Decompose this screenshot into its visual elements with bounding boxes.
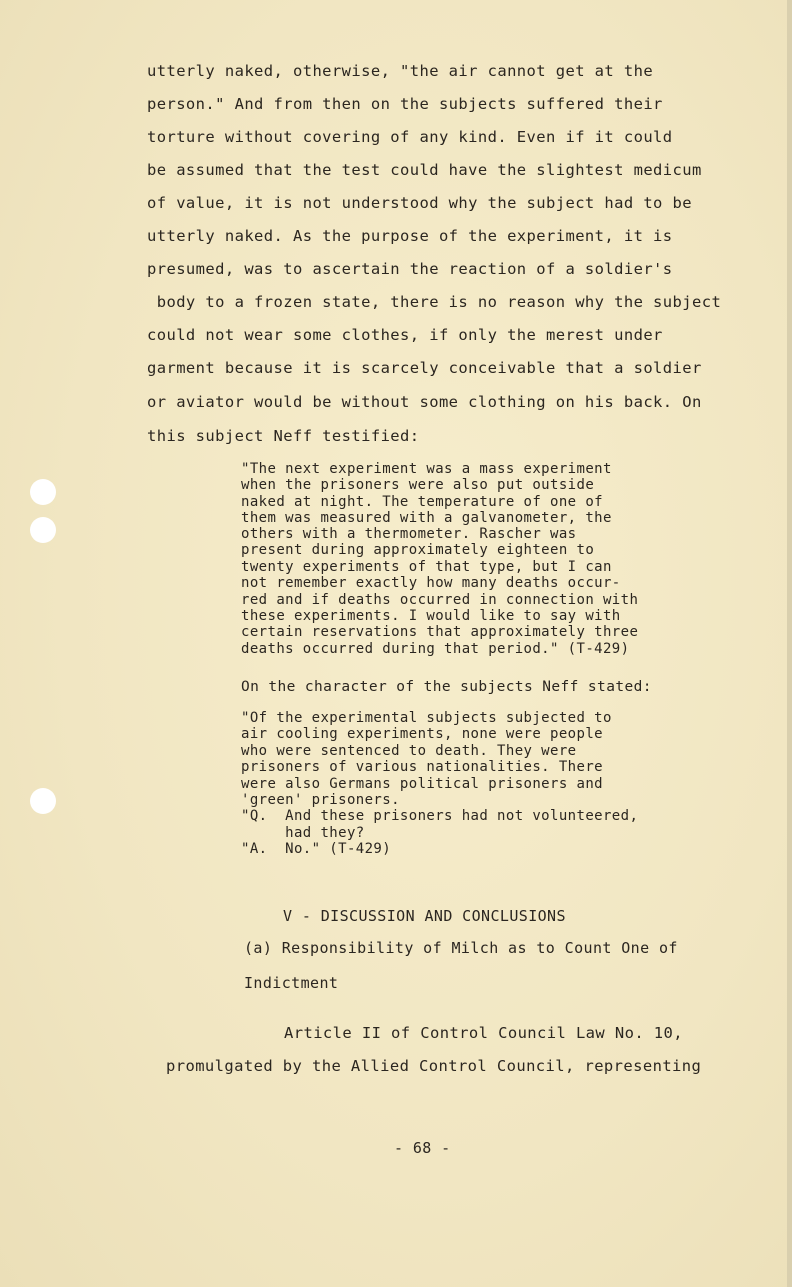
quote-line: who were sentenced to death. They were xyxy=(241,743,577,759)
paragraph-line: body to a frozen state, there is no reason why the subject xyxy=(147,293,722,311)
paragraph-line: this subject Neff testified: xyxy=(147,427,420,445)
page-edge xyxy=(787,0,792,1287)
paragraph-line: be assumed that the test could have the slightest medicum xyxy=(147,161,702,179)
quote-line: 'green' prisoners. xyxy=(241,792,400,808)
paragraph-line: garment because it is scarcely conceivable that a soldier xyxy=(147,359,702,377)
quote-line: had they? xyxy=(241,825,365,841)
quote-line: deaths occurred during that period." (T-429) xyxy=(241,641,630,657)
punch-hole xyxy=(30,479,56,505)
quote-line: "A. No." (T-429) xyxy=(241,841,392,857)
intro-line: On the character of the subjects Neff stated: xyxy=(241,679,652,695)
paragraph-line: or aviator would be without some clothing on his back. On xyxy=(147,393,702,411)
quote-line: not remember exactly how many deaths occur- xyxy=(241,575,621,591)
quote-line: naked at night. The temperature of one of xyxy=(241,494,603,510)
quote-line: red and if deaths occurred in connection with xyxy=(241,592,639,608)
paragraph-line: person." And from then on the subjects suffered their xyxy=(147,95,663,113)
quote-line: others with a thermometer. Rascher was xyxy=(241,526,577,542)
paragraph-line: could not wear some clothes, if only the merest under xyxy=(147,326,663,344)
quote-line: "Q. And these prisoners had not volunteered, xyxy=(241,808,639,824)
quote-line: air cooling experiments, none were people xyxy=(241,726,603,742)
article-line: promulgated by the Allied Control Council, representing xyxy=(166,1057,702,1075)
quote-line: "Of the experimental subjects subjected to xyxy=(241,710,612,726)
paragraph-line: utterly naked, otherwise, "the air cannot get at the xyxy=(147,62,654,80)
quote-line: certain reservations that approximately three xyxy=(241,624,639,640)
quote-line: when the prisoners were also put outside xyxy=(241,477,595,493)
subsection-heading: (a) Responsibility of Milch as to Count One of xyxy=(244,939,678,957)
quote-line: present during approximately eighteen to xyxy=(241,542,595,558)
quote-line: twenty experiments of that type, but I can xyxy=(241,559,612,575)
punch-hole xyxy=(30,517,56,543)
punch-hole xyxy=(30,788,56,814)
page-number: - 68 - xyxy=(394,1139,451,1157)
subsection-heading-cont: Indictment xyxy=(244,974,339,992)
paragraph-line: presumed, was to ascertain the reaction of a soldier's xyxy=(147,260,673,278)
section-heading: V - DISCUSSION AND CONCLUSIONS xyxy=(283,907,566,925)
article-line: Article II of Control Council Law No. 10, xyxy=(284,1024,684,1042)
quote-line: them was measured with a galvanometer, the xyxy=(241,510,612,526)
paragraph-line: utterly naked. As the purpose of the experiment, it is xyxy=(147,227,673,245)
quote-line: these experiments. I would like to say with xyxy=(241,608,621,624)
quote-line: "The next experiment was a mass experiment xyxy=(241,461,612,477)
paragraph-line: torture without covering of any kind. Even if it could xyxy=(147,128,673,146)
paragraph-line: of value, it is not understood why the subject had to be xyxy=(147,194,692,212)
quote-line: prisoners of various nationalities. There xyxy=(241,759,603,775)
quote-line: were also Germans political prisoners and xyxy=(241,776,603,792)
